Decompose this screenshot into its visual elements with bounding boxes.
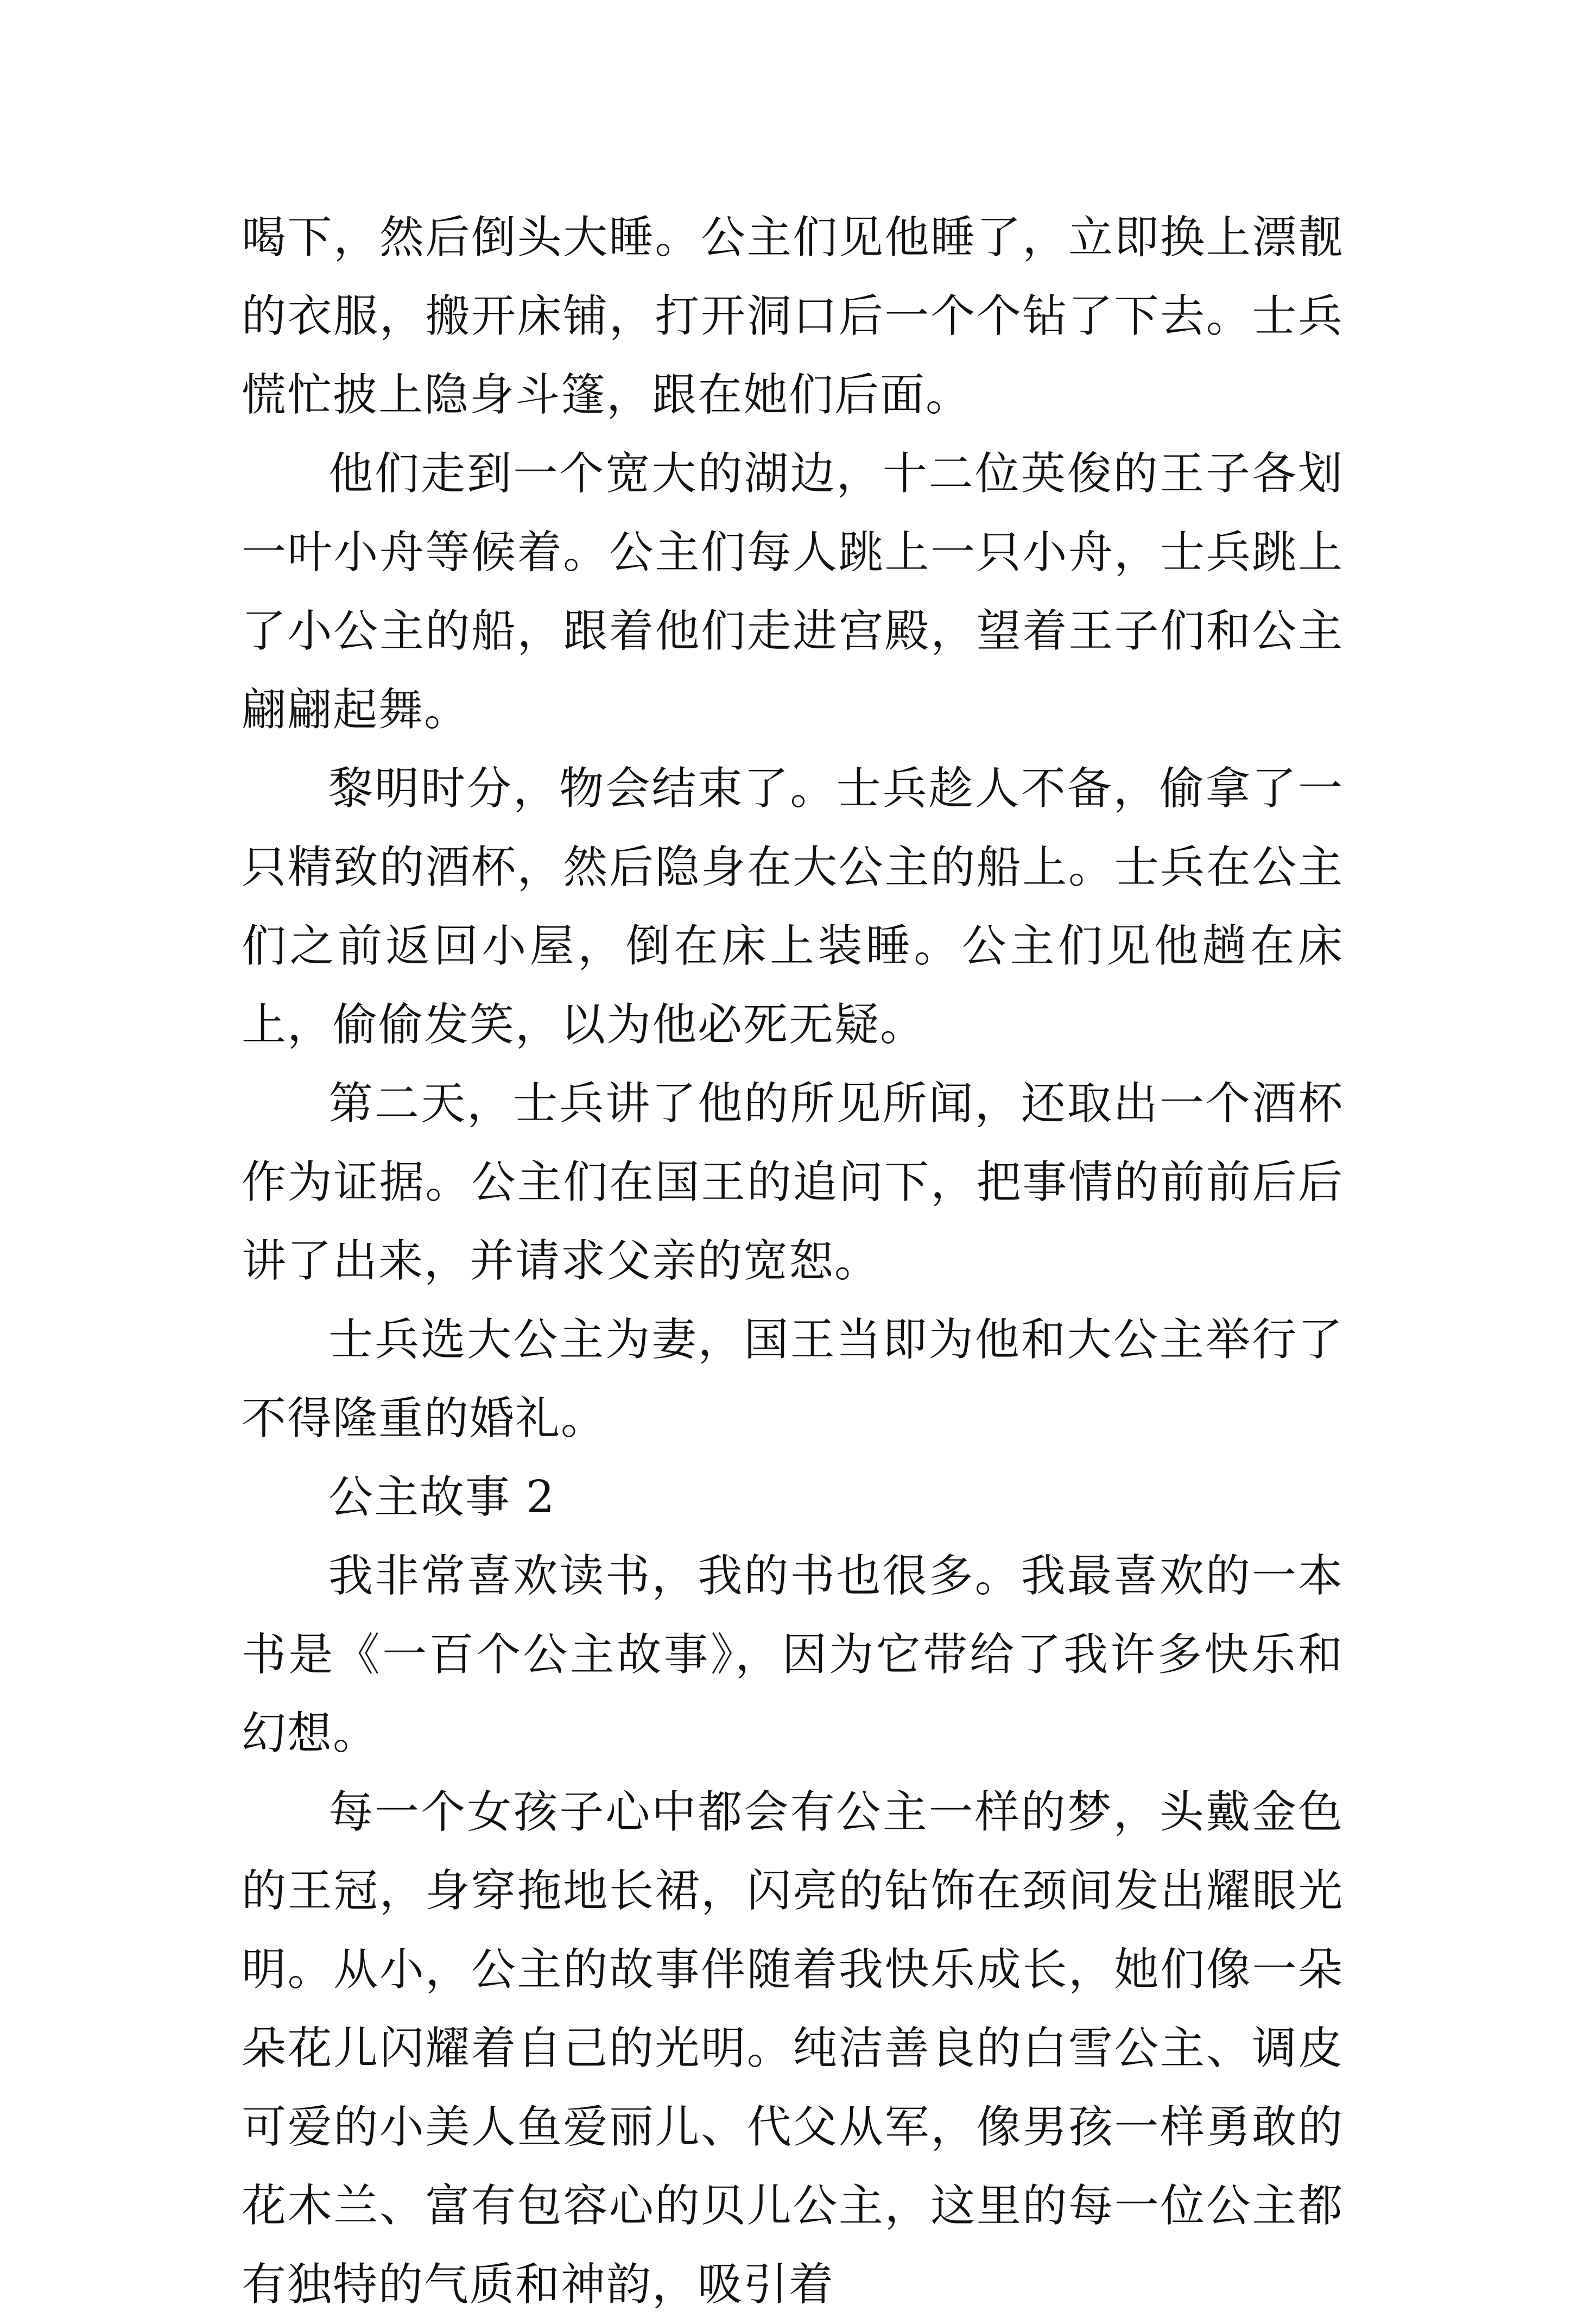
paragraph-5: 士兵选大公主为妻，国王当即为他和大公主举行了不得隆重的婚礼。 xyxy=(242,1314,1344,1444)
paragraph-7: 每一个女孩子心中都会有公主一样的梦，头戴金色的王冠，身穿拖地长裙，闪亮的钻饰在颈间发出耀眼光明。从小，公主的故事伴随着我快乐成长，她们像一朵朵花儿闪耀着自己的光明。纯洁善良的白雪公主、调皮可爱的小美人鱼爱丽儿、代父从军，像男孩一样勇敢的花木兰、富有包容心的贝儿公主，这里的每一位公主都有独特的气质和神韵，吸引着 xyxy=(242,1786,1344,2310)
paragraph-6: 我非常喜欢读书，我的书也很多。我最喜欢的一本书是《一百个公主故事》，因为它带给了我许多快乐和幻想。 xyxy=(242,1550,1344,1759)
paragraph-3: 黎明时分，物会结束了。士兵趁人不备，偷拿了一只精致的酒杯，然后隐身在大公主的船上。士兵在公主们之前返回小屋，倒在床上装睡。公主们见他趟在床上，偷偷发笑，以为他必死无疑。 xyxy=(242,763,1344,1051)
section-heading: 公主故事 2 xyxy=(328,1472,556,1523)
body-text xyxy=(242,198,1344,2324)
paragraph-1: 喝下，然后倒头大睡。公主们见他睡了，立即换上漂靓的衣服，搬开床铺，打开洞口后一个个钻了下去。士兵慌忙披上隐身斗篷，跟在她们后面。 xyxy=(242,212,1344,421)
paragraph-2: 他们走到一个宽大的湖边，十二位英俊的王子各划一叶小舟等候着。公主们每人跳上一只小舟，士兵跳上了小公主的船，跟着他们走进宫殿，望着王子们和公主翩翩起舞。 xyxy=(242,448,1344,736)
paragraph-4: 第二天，士兵讲了他的所见所闻，还取出一个酒杯作为证据。公主们在国王的追问下，把事情的前前后后讲了出来，并请求父亲的宽恕。 xyxy=(242,1078,1344,1287)
